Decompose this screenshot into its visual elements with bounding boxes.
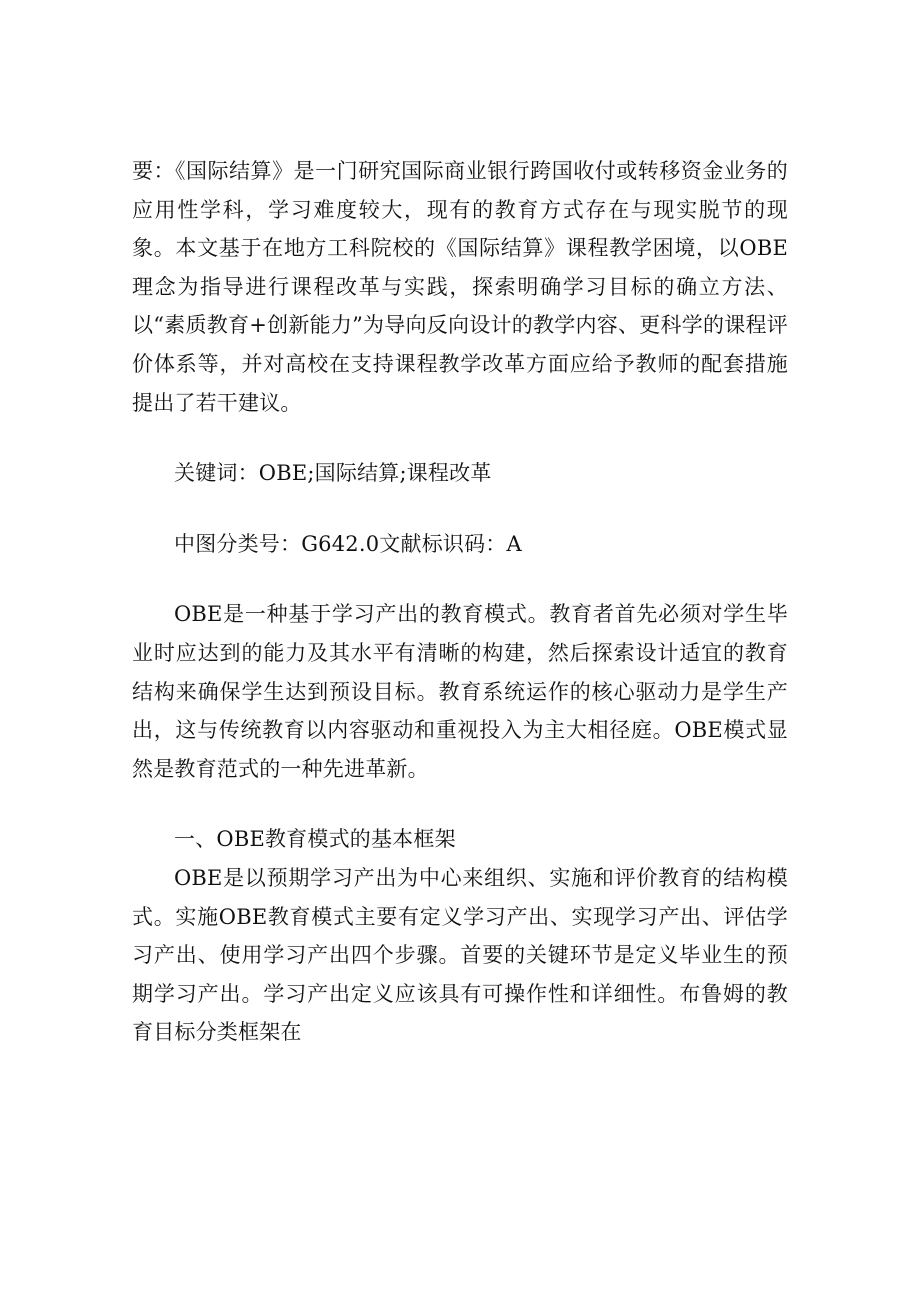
abstract-paragraph: 要：《国际结算》是一门研究国际商业银行跨国收付或转移资金业务的应用性学科，学习难度较大，现有的教育方式存在与现实脱节的现象。本文基于在地方工科院校的《国际结算》课程教学困境，以OBE理念为指导进行课程改革与实践，探索明确学习目标的确立方法、以“素质教育+创新能力”为导向反向设计的教学内容、更科学的课程评价体系等，并对高校在支持课程教学改革方面应给予教师的配套措施提出了若干建议。	[132, 159, 788, 415]
keywords-line: 关键词：OBE;国际结算;课程改革	[174, 461, 492, 486]
classification-line: 中图分类号：G642.0文献标识码：A	[174, 531, 522, 556]
document-page	[132, 152, 788, 1052]
intro-paragraph: OBE是一种基于学习产出的教育模式。教育者首先必须对学生毕业时应达到的能力及其水平有清晰的构建，然后探索设计适宜的教育结构来确保学生达到预设目标。教育系统运作的核心驱动力是学生产出，这与传统教育以内容驱动和重视投入为主大相径庭。OBE模式显然是教育范式的一种先进革新。	[132, 602, 788, 781]
section-heading: 一、OBE教育模式的基本框架	[174, 827, 456, 852]
section-paragraph: OBE是以预期学习产出为中心来组织、实施和评价教育的结构模式。实施OBE教育模式主要有定义学习产出、实现学习产出、评估学习产出、使用学习产出四个步骤。首要的关键环节是定义毕业生的预期学习产出。学习产出定义应该具有可操作性和详细性。布鲁姆的教育目标分类框架在	[132, 865, 788, 1045]
